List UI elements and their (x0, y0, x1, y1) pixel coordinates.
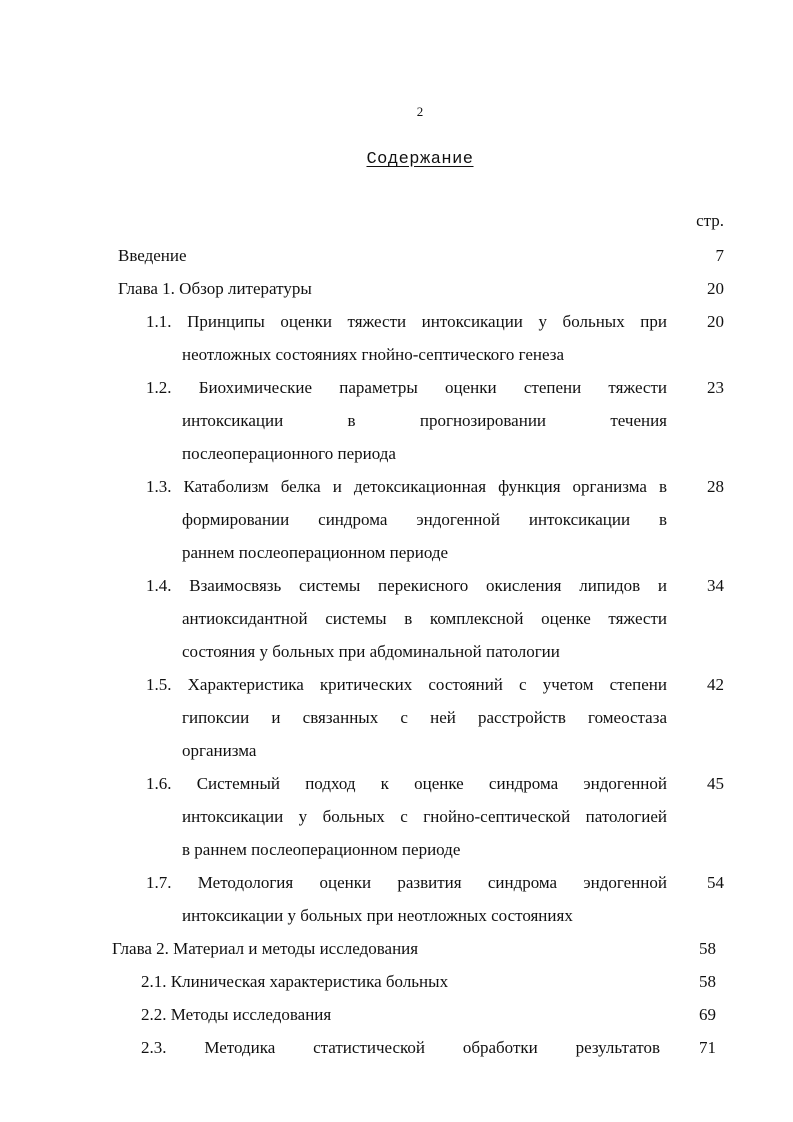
toc-entry-line: 1.2. Биохимические параметры оценки степени тяжести (146, 378, 667, 397)
toc-entry-page: 28 (707, 477, 724, 496)
toc-entry-line: послеоперационного периода (182, 444, 396, 463)
toc-entry-1-7 (146, 866, 724, 932)
toc-entry-page: 54 (707, 873, 724, 892)
toc-entry-1-2 (146, 371, 724, 470)
toc-entry-title: 2.2. Методы исследования (141, 1005, 332, 1024)
toc-entry-line: неотложных состояниях гнойно-септического генеза (182, 345, 564, 364)
toc-entry-line: 1.5. Характеристика критических состояний с учетом степени (146, 675, 667, 694)
toc-entry-line: гипоксии и связанных с ней расстройств гомеостаза (182, 708, 667, 727)
toc-entry-page: 23 (707, 378, 724, 397)
toc-entry-line: 1.6. Системный подход к оценке синдрома эндогенной (146, 774, 667, 793)
toc-entry-page: 58 (699, 972, 716, 991)
toc-entry-line: 1.7. Методология оценки развития синдрома эндогенной (146, 873, 667, 892)
page-title (0, 150, 793, 169)
toc-entry-page: 7 (715, 246, 724, 265)
toc-entry-line: 1.4. Взаимосвязь системы перекисного окисления липидов и (146, 576, 667, 595)
toc-entry-page: 34 (707, 576, 724, 595)
toc-entry-line: 2.3. Методика статистической обработки результатов (141, 1038, 660, 1057)
toc-entry-page: 20 (707, 312, 724, 331)
toc-entry-page: 42 (707, 675, 724, 694)
toc-entry-title: 2.1. Клиническая характеристика больных (141, 972, 449, 991)
toc-entry-page: 69 (699, 1005, 716, 1024)
toc-entry-line: интоксикации в прогнозировании течения (182, 411, 667, 430)
toc-entry-line: антиоксидантной системы в комплексной оценке тяжести (182, 609, 667, 628)
toc-entry-title: Введение (118, 246, 187, 265)
toc-entry-line: 1.1. Принципы оценки тяжести интоксикации у больных при (146, 312, 667, 331)
toc-entry-line: интоксикации у больных с гнойно-септической патологией (182, 807, 667, 826)
toc-entry-line: в раннем послеоперационном периоде (182, 840, 461, 859)
toc-entry-line: раннем послеоперационном периоде (182, 543, 449, 562)
toc-entry-page: 45 (707, 774, 724, 793)
toc-entry-line: интоксикации у больных при неотложных состояниях (182, 906, 573, 925)
toc-entry-1-6 (146, 767, 724, 866)
toc-entry-title: Глава 1. Обзор литературы (118, 279, 312, 298)
toc-entry-line: организма (182, 741, 257, 760)
toc-entry-1-5 (146, 668, 724, 767)
toc-entry-page: 58 (699, 939, 716, 958)
toc-entry-1-3 (146, 470, 724, 569)
toc-entry-line: 1.3. Катаболизм белка и детоксикационная функция организма в (146, 477, 667, 496)
toc-entry-1-4 (146, 569, 724, 668)
toc-entry-1-1 (146, 305, 724, 371)
page-title-text: Содержание (366, 150, 474, 169)
toc-entry-title: Глава 2. Материал и методы исследования (112, 939, 419, 958)
toc-entry-page: 20 (707, 279, 724, 298)
toc-entry-line: состояния у больных при абдоминальной патологии (182, 642, 560, 661)
page-number: 2 (416, 104, 424, 119)
pages-column-label: стр. (696, 211, 724, 230)
toc-entry-page: 71 (699, 1038, 716, 1057)
toc-entry-line: формировании синдрома эндогенной интоксикации в (182, 510, 667, 529)
